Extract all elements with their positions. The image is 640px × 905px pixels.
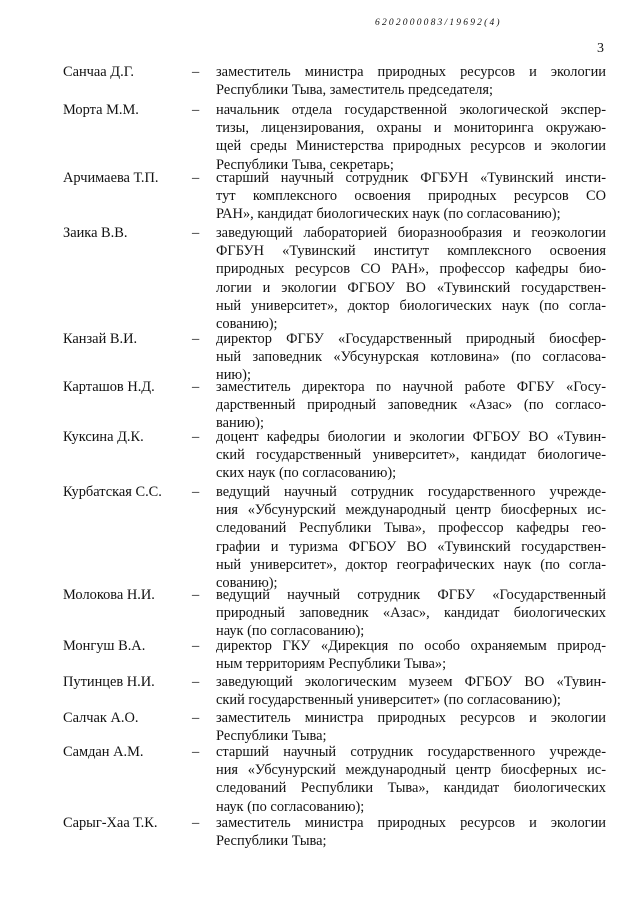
description-line: сованию); <box>216 316 278 333</box>
dash: – <box>192 744 200 760</box>
description-line: сованию); <box>216 575 278 592</box>
description-line: ведущий научный сотрудник государственного учрежде- <box>216 484 606 500</box>
description-line: старший научный сотрудник государственного учрежде- <box>216 744 606 760</box>
dash: – <box>192 102 200 118</box>
description-line: начальник отдела государственной экологической экспер- <box>216 102 606 118</box>
dash: – <box>192 815 200 831</box>
description-line: ских наук (по согласованию); <box>216 465 397 482</box>
description-line: Республики Тыва, заместитель председателя; <box>216 82 494 99</box>
description-line: ский государственный университет», кандидат биологиче- <box>216 447 606 464</box>
member-description <box>216 709 606 745</box>
member-name: Канзай В.И. <box>63 331 138 347</box>
member-description <box>216 673 606 709</box>
dash: – <box>192 429 200 445</box>
member-description <box>216 330 606 385</box>
member-name: Морта М.М. <box>63 102 139 118</box>
member-description <box>216 814 606 850</box>
description-line: ФГБУН «Тувинский институт комплексного освоения <box>216 243 606 260</box>
dash: – <box>192 225 200 241</box>
member-name: Карташов Н.Д. <box>63 379 155 395</box>
dash: – <box>192 638 200 654</box>
member-name: Молокова Н.И. <box>63 587 155 603</box>
description-line: ский государственный университет» (по согласованию); <box>216 692 561 709</box>
member-name: Санчаа Д.Г. <box>63 64 135 80</box>
description-line: Республики Тыва, секретарь; <box>216 156 394 173</box>
dash: – <box>192 64 200 80</box>
description-line: ванию); <box>216 415 264 432</box>
dash: – <box>192 170 200 186</box>
description-line: ный университет», доктор географических наук (по согла- <box>216 556 606 573</box>
description-line: ный заповедник «Убсунурская котловина» (по согласова- <box>216 349 606 366</box>
description-line: ный университет», доктор биологических наук (по согла- <box>216 297 606 314</box>
description-line: Республики Тыва; <box>216 833 327 850</box>
description-line: доцент кафедры биологии и экологии ФГБОУ ВО «Тувин- <box>216 429 606 445</box>
member-description <box>216 637 606 673</box>
dash: – <box>192 379 200 395</box>
description-line: наук (по согласованию); <box>216 623 365 640</box>
description-line: ведущий научный сотрудник ФГБУ «Государственный <box>216 587 606 603</box>
member-description <box>216 63 606 99</box>
description-line: графии и туризма ФГБОУ ВО «Тувинский государствен- <box>216 538 606 555</box>
member-name: Заика В.В. <box>63 225 128 241</box>
description-line: нию); <box>216 367 251 384</box>
page-number: 3 <box>597 41 604 56</box>
member-name: Монгуш В.А. <box>63 638 146 654</box>
description-line: логии и экологии ФГБОУ ВО «Тувинский государствен- <box>216 279 606 296</box>
description-line: директор ФГБУ «Государственный природный биосфер- <box>216 331 606 347</box>
description-line: щей среды Министерства природных ресурсов и экологии <box>216 138 606 155</box>
description-line: заместитель министра природных ресурсов и экологии <box>216 64 606 80</box>
member-description <box>216 586 606 641</box>
member-name: Сарыг-Хаа Т.К. <box>63 815 158 831</box>
member-description <box>216 224 606 333</box>
member-description <box>216 743 606 816</box>
description-line: дарственный природный заповедник «Азас» (по согласо- <box>216 397 606 414</box>
description-line: следований Республики Тыва», профессор кафедры гео- <box>216 520 606 537</box>
description-line: заместитель директора по научной работе ФГБУ «Госу- <box>216 379 606 395</box>
description-line: природный заповедник «Азас», кандидат биологических <box>216 605 606 622</box>
description-line: природных ресурсов СО РАН», профессор кафедры био- <box>216 261 606 278</box>
description-line: ным территориям Республики Тыва»; <box>216 656 447 673</box>
description-line: Республики Тыва; <box>216 728 327 745</box>
member-name: Арчимаева Т.П. <box>63 170 159 186</box>
description-line: заместитель министра природных ресурсов и экологии <box>216 710 606 726</box>
dash: – <box>192 484 200 500</box>
description-line: тут комплексного освоения природных ресурсов СО <box>216 188 606 205</box>
description-line: ния «Убсунурский международный центр биосферных ис- <box>216 762 606 779</box>
member-name: Куксина Д.К. <box>63 429 144 445</box>
member-description <box>216 483 606 592</box>
document-code: 6202000083/19692(4) <box>375 18 502 28</box>
description-line: заведующий экологическим музеем ФГБОУ ВО «Тувин- <box>216 674 606 690</box>
description-line: заведующий лабораторией биоразнообразия и геоэкологии <box>216 225 606 241</box>
member-description <box>216 378 606 433</box>
member-description <box>216 428 606 483</box>
description-line: директор ГКУ «Дирекция по особо охраняемым природ- <box>216 638 606 654</box>
member-description <box>216 101 606 174</box>
dash: – <box>192 710 200 726</box>
description-line: заместитель министра природных ресурсов и экологии <box>216 815 606 831</box>
member-name: Самдан А.М. <box>63 744 144 760</box>
member-name: Путинцев Н.И. <box>63 674 155 690</box>
description-line: ния «Убсунурский международный центр биосферных ис- <box>216 502 606 519</box>
description-line: РАН», кандидат биологических наук (по согласованию); <box>216 206 561 223</box>
description-line: старший научный сотрудник ФГБУН «Тувинский инсти- <box>216 170 606 186</box>
member-name: Салчак А.О. <box>63 710 139 726</box>
member-description <box>216 169 606 224</box>
description-line: тизы, лицензирования, охраны и мониторинга окружаю- <box>216 120 606 137</box>
dash: – <box>192 587 200 603</box>
description-line: наук (по согласованию); <box>216 798 365 815</box>
dash: – <box>192 331 200 347</box>
description-line: следований Республики Тыва», кандидат биологических <box>216 780 606 797</box>
member-name: Курбатская С.С. <box>63 484 162 500</box>
dash: – <box>192 674 200 690</box>
